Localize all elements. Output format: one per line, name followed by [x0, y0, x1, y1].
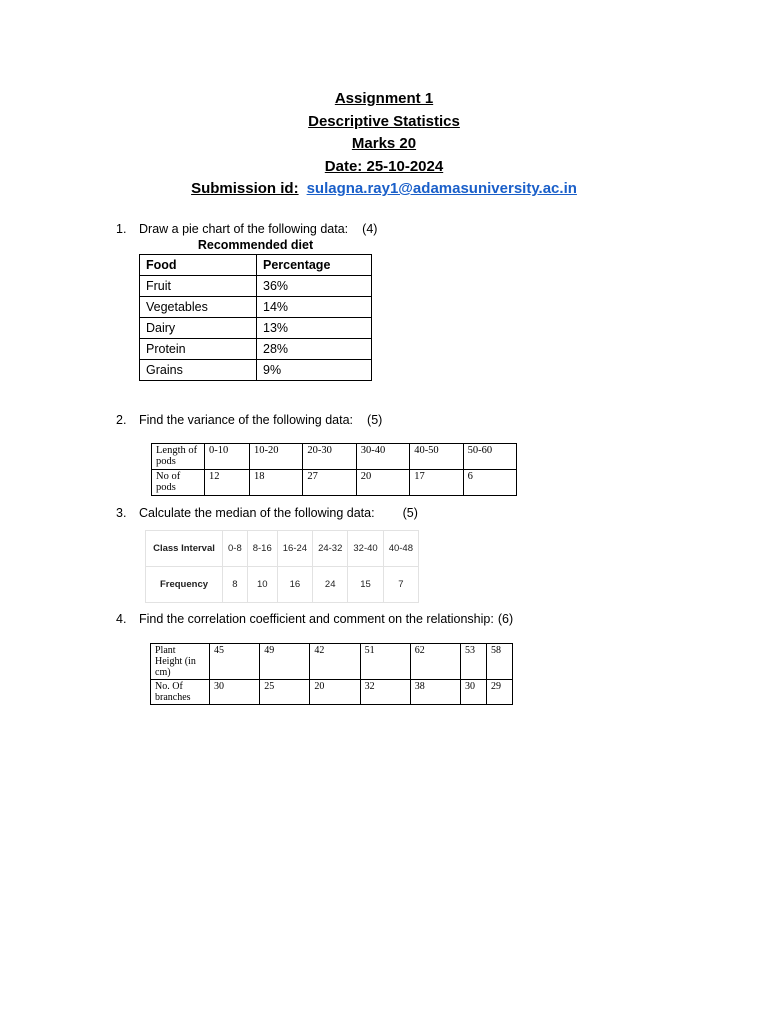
- cell: 50-60: [463, 444, 516, 470]
- cell: Vegetables: [140, 297, 257, 318]
- cell: 62: [410, 644, 460, 680]
- cell: 9%: [257, 360, 372, 381]
- table-row: [140, 276, 372, 297]
- cell: 49: [260, 644, 310, 680]
- table-row: [140, 360, 372, 381]
- question-2: [116, 413, 382, 427]
- due-date: Date: 25-10-2024: [324, 157, 444, 175]
- question-text: Calculate the median of the following data:: [139, 506, 375, 520]
- cell: 51: [360, 644, 410, 680]
- cell: 17: [410, 470, 463, 496]
- cell: 12: [205, 470, 250, 496]
- cell: 38: [410, 680, 460, 705]
- cell: 8: [223, 567, 248, 603]
- question-4: [116, 612, 513, 626]
- cell: 6: [463, 470, 516, 496]
- cell: 10-20: [250, 444, 303, 470]
- cell: 18: [250, 470, 303, 496]
- question-number: 3.: [116, 506, 127, 520]
- assignment-title: Assignment 1: [334, 90, 434, 107]
- table-row: [146, 531, 419, 567]
- cell: 24: [313, 567, 348, 603]
- cell: 20-30: [303, 444, 356, 470]
- table-row: [152, 470, 517, 496]
- cell: 27: [303, 470, 356, 496]
- cell: 7: [383, 567, 418, 603]
- cell: 15: [348, 567, 383, 603]
- question-number: 1.: [116, 222, 127, 236]
- cell: 10: [247, 567, 277, 603]
- cell: 32: [360, 680, 410, 705]
- cell: 58: [487, 644, 513, 680]
- header-food: Food: [140, 255, 257, 276]
- question-marks: (5): [367, 413, 383, 427]
- cell: 0-10: [205, 444, 250, 470]
- header-percentage: Percentage: [257, 255, 372, 276]
- table-row: [151, 644, 513, 680]
- cell: 28%: [257, 339, 372, 360]
- cell: 53: [461, 644, 487, 680]
- cell: 16-24: [277, 531, 312, 567]
- cell: Protein: [140, 339, 257, 360]
- table-row: [151, 680, 513, 705]
- question-text: Find the variance of the following data:: [139, 413, 354, 427]
- table-header-row: [140, 255, 372, 276]
- cell: 32-40: [348, 531, 383, 567]
- table-row: [140, 297, 372, 318]
- submission-line: [0, 178, 768, 201]
- row-label: Length of pods: [152, 444, 205, 470]
- cell: 20: [356, 470, 409, 496]
- cell: 30: [210, 680, 260, 705]
- question-number: 2.: [116, 413, 127, 427]
- cell: 8-16: [247, 531, 277, 567]
- table-row: [146, 567, 419, 603]
- cell: 30-40: [356, 444, 409, 470]
- cell: 29: [487, 680, 513, 705]
- question-marks: (5): [402, 506, 418, 520]
- marks-total: Marks 20: [351, 135, 417, 152]
- question-marks: (6): [497, 612, 514, 626]
- row-label: No of pods: [152, 470, 205, 496]
- cell: Dairy: [140, 318, 257, 339]
- cell: 40-48: [383, 531, 418, 567]
- diet-table: [139, 238, 372, 381]
- cell: 36%: [257, 276, 372, 297]
- question-3: [116, 506, 418, 520]
- cell: 16: [277, 567, 312, 603]
- cell: 14%: [257, 297, 372, 318]
- cell: 24-32: [313, 531, 348, 567]
- row-label: No. Of branches: [151, 680, 210, 705]
- submission-label: Submission id:: [191, 180, 299, 197]
- cell: 42: [310, 644, 360, 680]
- row-label: Plant Height (in cm): [151, 644, 210, 680]
- question-marks: (4): [362, 222, 378, 236]
- question-text: Find the correlation coefficient and comment on the relationship:: [139, 612, 494, 626]
- cell: Grains: [140, 360, 257, 381]
- cell: 13%: [257, 318, 372, 339]
- table-caption: Recommended diet: [197, 238, 314, 252]
- cell: 0-8: [223, 531, 248, 567]
- question-1: [116, 222, 377, 236]
- plant-table: [150, 643, 513, 705]
- cell: 45: [210, 644, 260, 680]
- frequency-table: [145, 530, 419, 603]
- table-row: [152, 444, 517, 470]
- submission-email-link[interactable]: sulagna.ray1@adamasuniversity.ac.in: [306, 180, 577, 197]
- cell: 30: [461, 680, 487, 705]
- pods-table: [151, 443, 517, 496]
- question-number: 4.: [116, 612, 127, 626]
- table-row: [140, 339, 372, 360]
- question-text: Draw a pie chart of the following data:: [139, 222, 349, 236]
- subject-title: Descriptive Statistics: [308, 112, 460, 130]
- table-row: [140, 318, 372, 339]
- cell: 25: [260, 680, 310, 705]
- row-label: Frequency: [146, 567, 223, 603]
- cell: 20: [310, 680, 360, 705]
- row-label: Class Interval: [146, 531, 223, 567]
- cell: 40-50: [410, 444, 463, 470]
- assignment-header: [0, 88, 768, 201]
- cell: Fruit: [140, 276, 257, 297]
